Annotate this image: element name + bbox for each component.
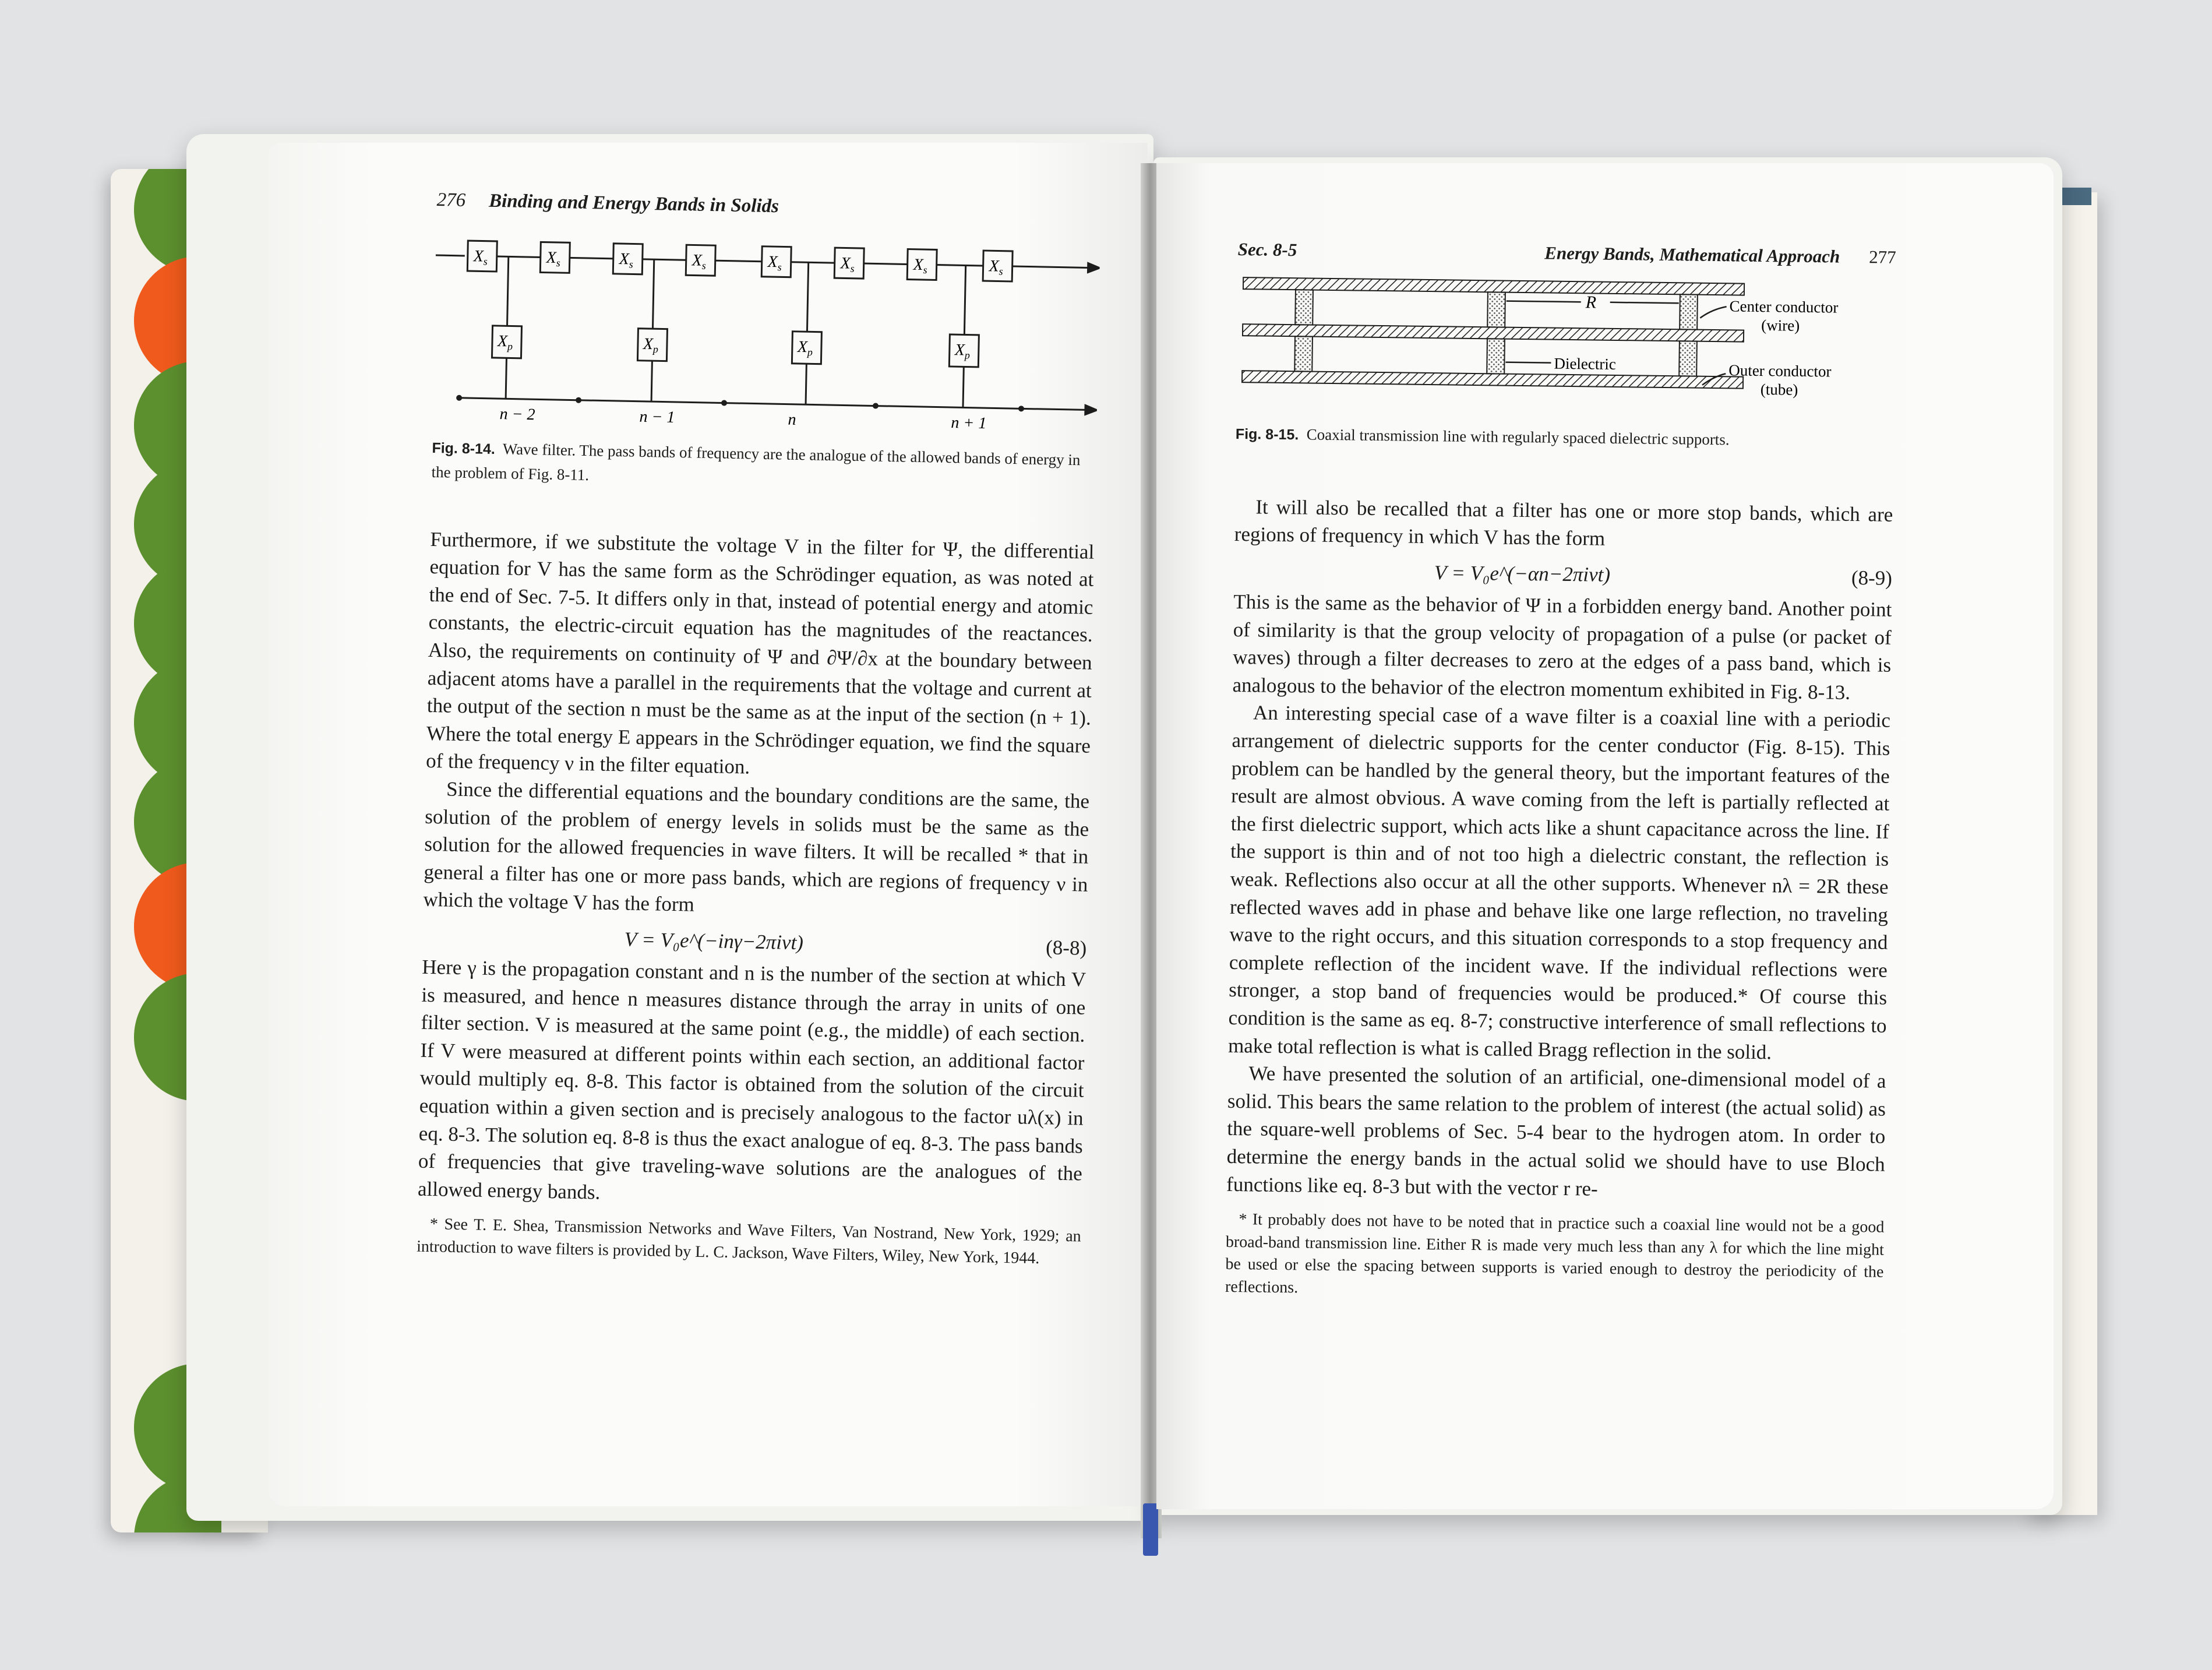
arrowhead: [1085, 405, 1097, 414]
section-label: Sec. 8-5: [1237, 239, 1297, 260]
filter-top-wire: [436, 255, 465, 256]
shunt-wire: [507, 256, 509, 326]
dielectric-support: [1487, 292, 1505, 327]
headband: [1143, 1503, 1158, 1556]
dimension-line: [1610, 302, 1679, 303]
paragraph: Here γ is the propagation constant and n is the number of the section at which V is measured, and hence n measures distance through the array in units of one filter section. V is measured at the same point (e.g., the middle) of each section. If V were measured at different points within each section, an additional factor would multiply eq. 8-8. This factor is obtained from the solution of the circuit equation within a given section and is precisely analogous to the factor uλ(x) in eq. 8-3. The solution eq. 8-8 is thus the exact analogue of eq. 8-3. The pass bands of frequencies that give traveling-wave solutions are the analogues of the allowed energy bands.: [417, 955, 1086, 1204]
left-page-content: [417, 189, 1101, 1271]
paragraph: Furthermore, if we substitute the voltage V in the filter for Ψ, the differential equation for V has the same form as the Schrödinger equation, as was noted at the end of Sec. 7-5. It differs only in that, instead of potential energy and atomic constants, the electric-circuit equation has the magnitudes of the reactances. Also, the requirements on continuity of Ψ and ∂Ψ/∂x at the boundary between adjacent atoms have a parallel in the requirements that the voltage and current at the output of the section n must be the same as at the input of the section (n + 1). Where the total energy E appears in the Schrödinger equation, we find the square of the frequency ν in the filter equation.: [425, 527, 1095, 778]
shunt-wire: [963, 367, 964, 407]
right-page-content: [1225, 239, 1896, 1306]
arrowhead: [1088, 263, 1099, 272]
label-dielectric: Dielectric: [1554, 354, 1617, 373]
series-reactance-label: $X_s$: [767, 252, 782, 273]
dimension-line: [1507, 301, 1581, 302]
series-reactance-label: $X_s$: [913, 255, 927, 276]
dielectric-support: [1679, 341, 1697, 376]
wave-filter-figure: [432, 228, 1100, 434]
filter-bottom-wire: [459, 398, 1085, 410]
series-reactance-label: $X_s$: [989, 257, 1003, 277]
page-number: 276: [436, 189, 466, 211]
leader-line: [1700, 306, 1726, 319]
junction-dot: [873, 403, 879, 408]
equation: V = V₀e^(−αn−2πiνt): [1434, 561, 1611, 586]
node-label: n + 1: [951, 414, 987, 433]
parallel-reactance-label: $X_p$: [797, 337, 813, 358]
node-label: n − 1: [639, 407, 675, 427]
parallel-reactance-label: $X_p$: [497, 332, 513, 353]
shunt-wire: [652, 259, 654, 329]
right-running-head: [1238, 239, 1896, 268]
series-reactance-label: $X_s$: [692, 251, 706, 272]
series-reactance-label: $X_s$: [840, 254, 855, 274]
caption-text: Coaxial transmission line with regularly spaced dielectric supports.: [1306, 425, 1730, 449]
running-head-title: Binding and Energy Bands in Solids: [488, 190, 779, 217]
parallel-reactance-label: $X_p$: [954, 341, 971, 361]
parallel-reactance-group: [456, 256, 1027, 412]
equation-number: (8-8): [1045, 936, 1087, 960]
caption-label: Fig. 8-15.: [1235, 425, 1299, 443]
left-page: [268, 143, 1148, 1506]
shunt-wire: [651, 361, 652, 401]
label-center-conductor: Center conductor: [1729, 297, 1839, 316]
left-running-head: [436, 189, 1101, 224]
junction-dot: [1018, 406, 1024, 411]
label-outer-conductor: Outer conductor: [1728, 361, 1832, 380]
equation: V = V₀e^(−inγ−2πiνt): [624, 928, 804, 954]
junction-dot: [576, 397, 581, 403]
caption-label: Fig. 8-14.: [432, 439, 496, 457]
junction-dot: [721, 400, 727, 406]
node-label: n: [788, 410, 796, 429]
paragraph: We have presented the solution of an artificial, one-dimensional model of a solid. This bears the same relation to the problem of interest (the actual solid) as the square-well problems of Sec. 5-4 bear to the hydrogen atom. In order to determine the energy bands in the actual solid we should have to use Bloch functions like eq. 8-3 but with the vector r re-: [1226, 1062, 1886, 1200]
footnote: * It probably does not have to be noted that in practice such a coaxial line would not be a good broad-band transmission line. Either R is made very much less than any λ for which the line might be used or else the spacing between supports is varied enough to destroy the periodicity of the reflections.: [1225, 1210, 1885, 1297]
node-label: n − 2: [499, 405, 535, 424]
running-head-title: Energy Bands, Mathematical Approach: [1544, 242, 1840, 267]
shunt-wire: [807, 262, 808, 332]
label-outer-sub: (tube): [1760, 380, 1798, 399]
paragraph: Since the differential equations and the boundary conditions are the same, the solution of the problem of energy levels in solids must be the same as the solution for the allowed frequencies in wave filters. It will be recalled * that in general a filter has one or more pass bands, which are regions of frequency ν in which the voltage V has the form: [423, 777, 1090, 917]
paragraph: This is the same as the behavior of Ψ in a forbidden energy band. Another point of similarity is that the group velocity of propagation of a pulse (or packet of waves) through a filter decreases to zero at the edges of a pass band, which is analogous to the behavior of the electron momentum exhibited in Fig. 8-13.: [1232, 590, 1892, 704]
series-reactance-label: $X_s$: [473, 247, 488, 267]
label-center-sub: (wire): [1761, 316, 1800, 334]
paragraph: It will also be recalled that a filter has one or more stop bands, which are regions of frequency in which V has the form: [1234, 495, 1893, 551]
footnote: * See T. E. Shea, Transmission Networks and Wave Filters, Van Nostrand, New York, 1929; an introduction to wave filters is provided by L. C. Jackson, Wave Filters, Wiley, New York, 1944.: [416, 1215, 1081, 1268]
shunt-wire: [964, 265, 965, 334]
equation-number: (8-9): [1851, 566, 1893, 590]
junction-dot: [456, 395, 462, 401]
dielectric-support: [1680, 294, 1698, 329]
paragraph: An interesting special case of a wave filter is a coaxial line with a periodic arrangement of dielectric supports for the center conductor (Fig. 8-15). This problem can be handled by the general theory, but the important features of the result are almost obvious. A wave coming from the left is partially reflected at the first dielectric support, which acts like a shunt capacitance across the line. If the support is thin and of not too high a dielectric constant, the reflection is weak. Reflections also occur at all the other supports. Whenever nλ = 2R these reflected waves add in phase and behave like one large reflection, no traveling wave to the right occurs, and this situation corresponds to a stop frequency and complete reflection of the incident wave. If the individual reflections were stronger, a stop band of frequencies would be produced.* Of course this condition is the same as eq. 8-7; constructive interference of small reflections to make total reflection is what is called Bragg reflection in the solid.: [1227, 701, 1891, 1063]
dielectric-support: [1295, 290, 1313, 325]
label-r: R: [1585, 293, 1597, 312]
caption-text: Wave filter. The pass bands of frequency are the analogue of the allowed bands of energy in the problem of Fig. 8-11.: [431, 440, 1081, 484]
equation-8-9: [1234, 559, 1892, 590]
page-number: 277: [1868, 246, 1896, 267]
dielectric-support: [1487, 339, 1505, 374]
dielectric-support: [1294, 336, 1313, 371]
series-reactance-label: $X_s$: [546, 248, 560, 269]
coaxial-line-figure: [1236, 272, 1896, 420]
series-reactance-label: $X_s$: [619, 250, 633, 270]
parallel-reactance-label: $X_p$: [643, 334, 659, 355]
leader-line: [1505, 362, 1551, 363]
right-page: [1156, 163, 2054, 1509]
